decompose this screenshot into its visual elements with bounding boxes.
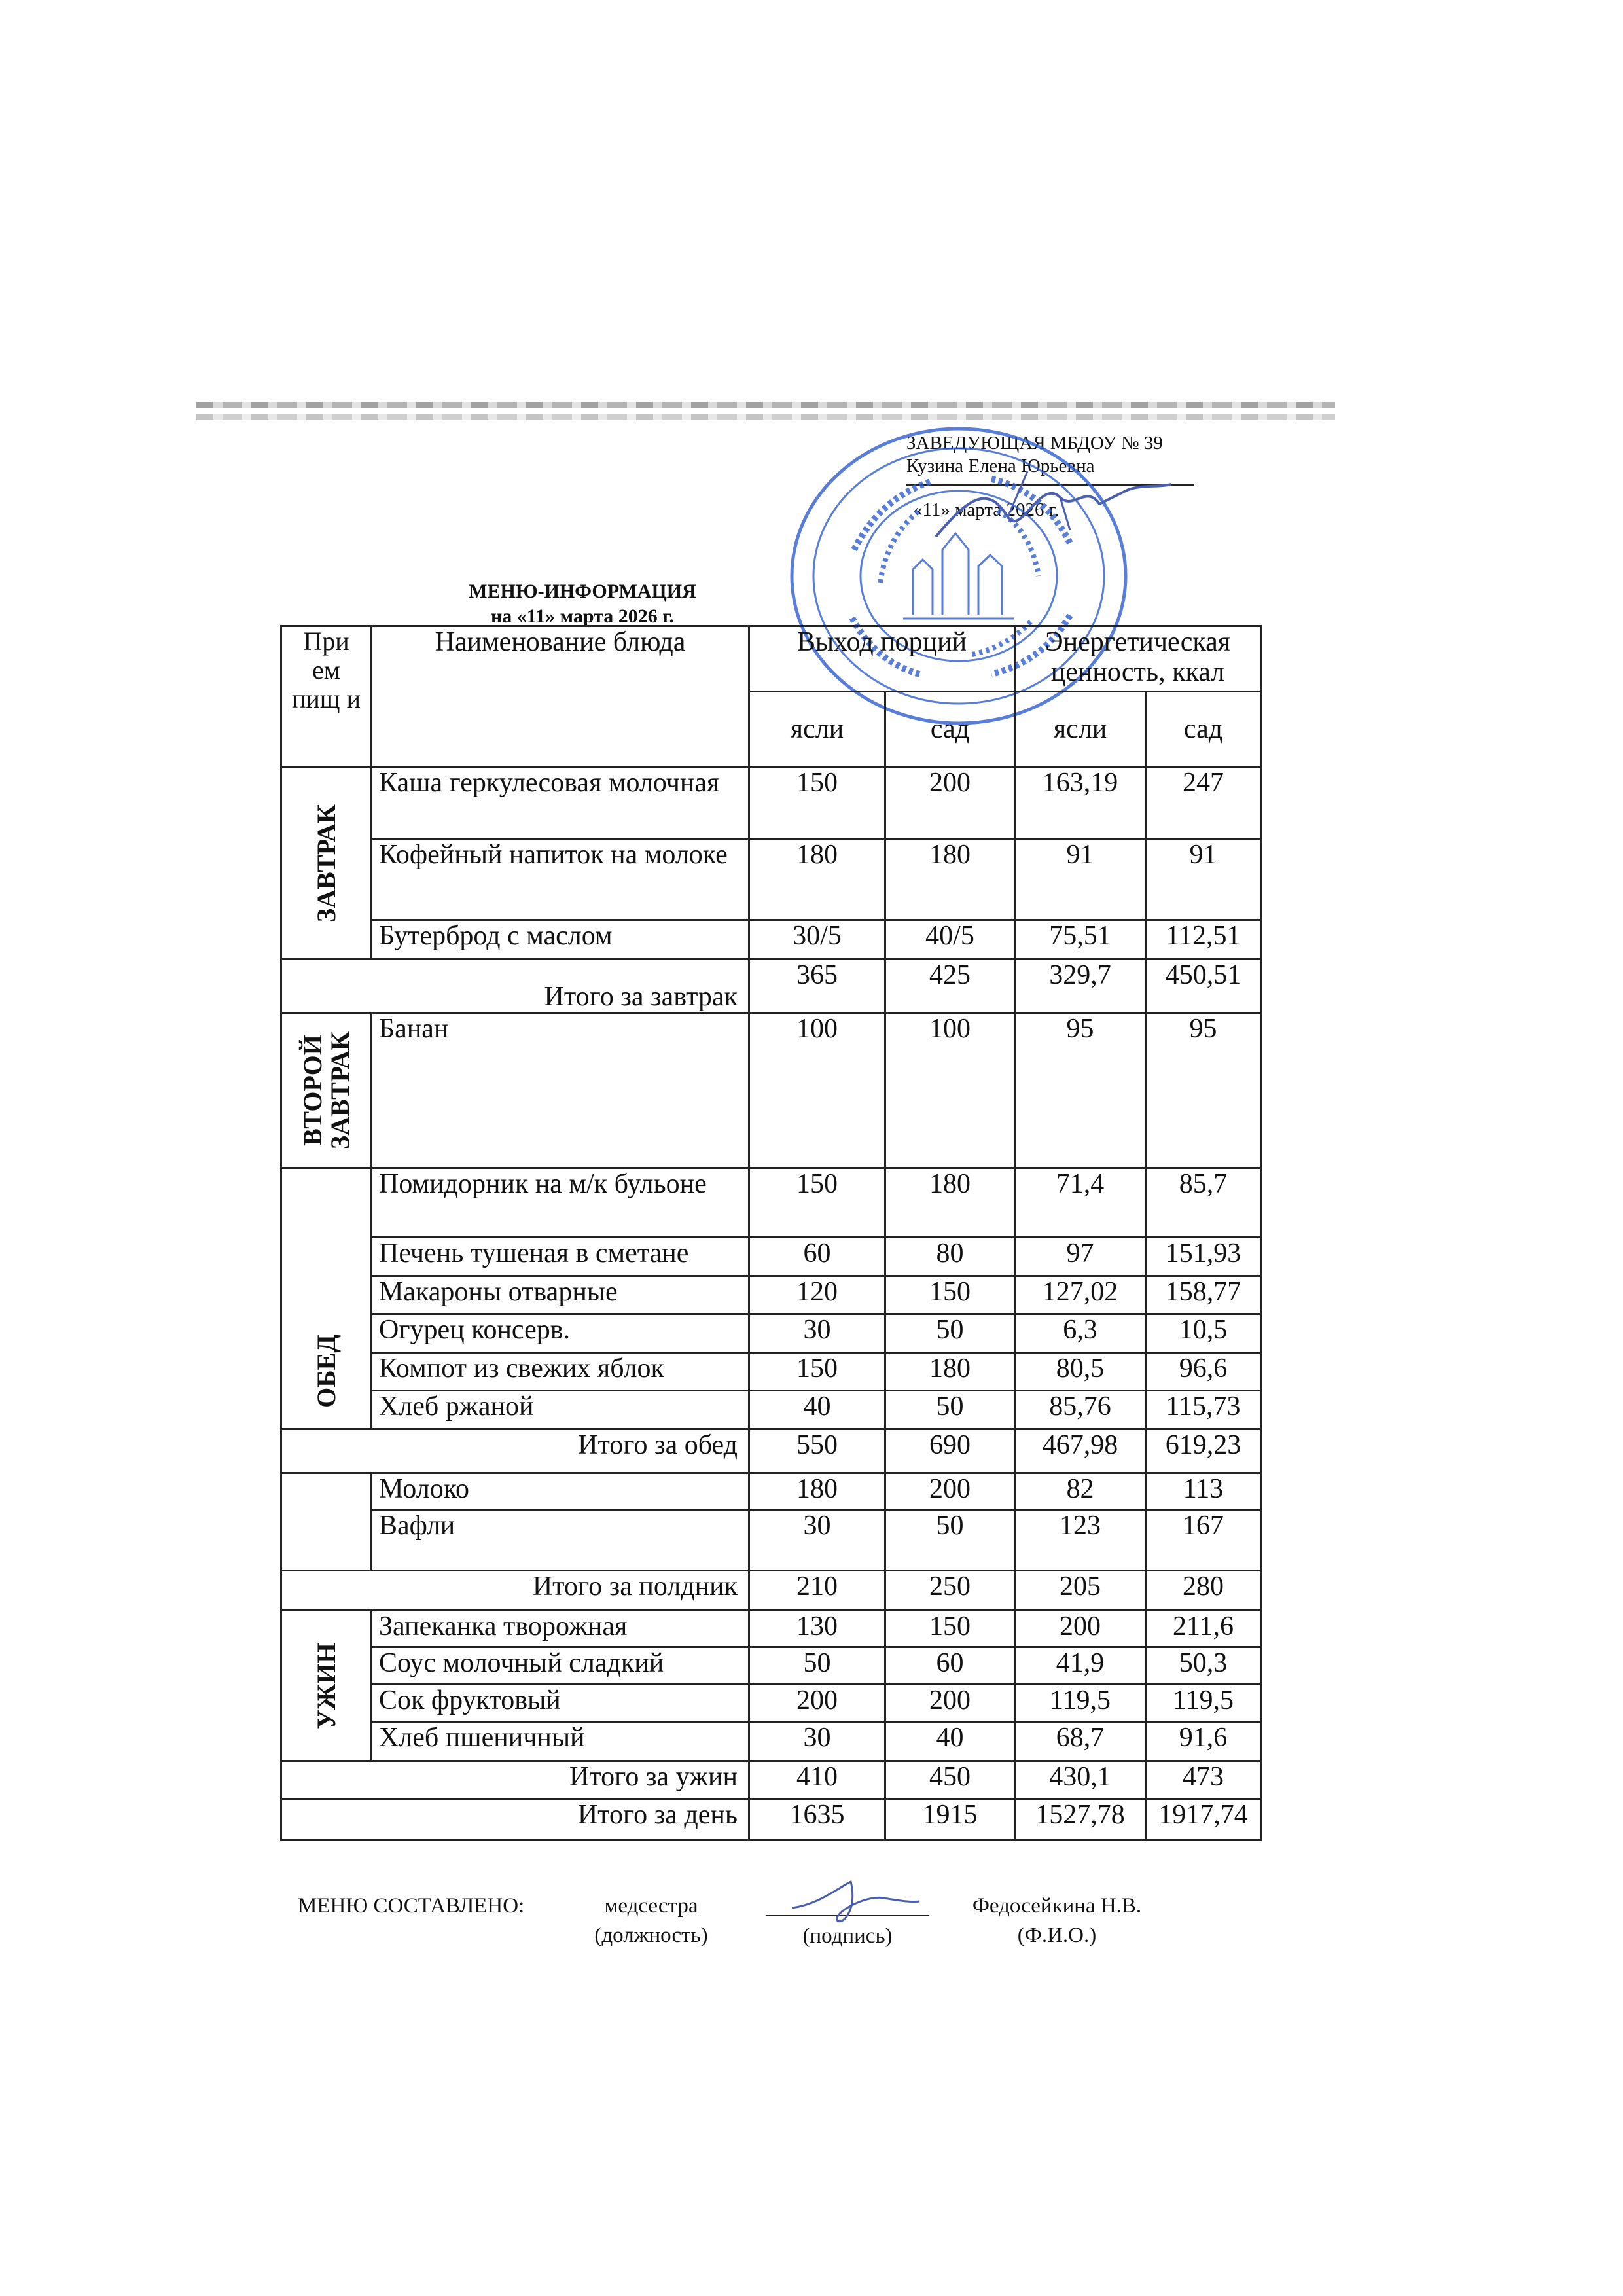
energy-nursery: 91 bbox=[1015, 839, 1146, 920]
meal-label-text: УЖИН bbox=[311, 1642, 341, 1729]
table-row bbox=[281, 1722, 1261, 1761]
menu-table bbox=[280, 625, 1262, 1841]
total-energy-nursery: 329,7 bbox=[1015, 960, 1146, 1013]
energy-kindergarten: 95 bbox=[1146, 1013, 1261, 1168]
energy-nursery: 6,3 bbox=[1015, 1314, 1146, 1353]
energy-kindergarten: 211,6 bbox=[1146, 1611, 1261, 1647]
header-sub-nursery: ясли bbox=[749, 692, 885, 767]
footer-position-block bbox=[576, 1892, 726, 1950]
header-sub-nursery: ясли bbox=[1015, 692, 1146, 767]
total-row bbox=[281, 1571, 1261, 1611]
table-row bbox=[281, 1013, 1261, 1168]
total-energy-kindergarten: 450,51 bbox=[1146, 960, 1261, 1013]
header-meal: При ем пищ и bbox=[281, 626, 372, 767]
table-row bbox=[281, 1685, 1261, 1722]
footer-signature bbox=[779, 1869, 923, 1934]
portion-nursery: 60 bbox=[749, 1238, 885, 1276]
portion-kindergarten: 200 bbox=[885, 1685, 1015, 1722]
energy-nursery: 68,7 bbox=[1015, 1722, 1146, 1761]
portion-nursery: 150 bbox=[749, 1353, 885, 1391]
table-row bbox=[281, 1611, 1261, 1647]
energy-nursery: 85,76 bbox=[1015, 1391, 1146, 1429]
total-portion-nursery: 365 bbox=[749, 960, 885, 1013]
header-energy: Энергетическая ценность, ккал bbox=[1015, 626, 1261, 692]
total-energy-kindergarten: 473 bbox=[1146, 1761, 1261, 1799]
scan-artifact bbox=[196, 414, 1335, 420]
total-portion-kindergarten: 425 bbox=[885, 960, 1015, 1013]
dish-name: Каша геркулесовая молочная bbox=[372, 767, 749, 839]
document-title bbox=[432, 579, 733, 628]
total-label: Итого за ужин bbox=[281, 1761, 749, 1799]
footer-compiled-label: МЕНЮ СОСТАВЛЕНО: bbox=[298, 1894, 525, 1918]
energy-nursery: 80,5 bbox=[1015, 1353, 1146, 1391]
energy-kindergarten: 10,5 bbox=[1146, 1314, 1261, 1353]
table-row bbox=[281, 920, 1261, 960]
portion-kindergarten: 50 bbox=[885, 1314, 1015, 1353]
header-dish: Наименование блюда bbox=[372, 626, 749, 767]
energy-kindergarten: 158,77 bbox=[1146, 1276, 1261, 1314]
portion-kindergarten: 180 bbox=[885, 1168, 1015, 1238]
portion-nursery: 180 bbox=[749, 839, 885, 920]
table-row bbox=[281, 767, 1261, 839]
dish-name: Хлеб пшеничный bbox=[372, 1722, 749, 1761]
portion-kindergarten: 100 bbox=[885, 1013, 1015, 1168]
energy-kindergarten: 167 bbox=[1146, 1510, 1261, 1571]
portion-kindergarten: 150 bbox=[885, 1611, 1015, 1647]
day-total-label: Итого за день bbox=[281, 1799, 749, 1840]
portion-nursery: 30 bbox=[749, 1510, 885, 1571]
dish-name: Хлеб ржаной bbox=[372, 1391, 749, 1429]
portion-kindergarten: 50 bbox=[885, 1510, 1015, 1571]
dish-name: Вафли bbox=[372, 1510, 749, 1571]
table-row bbox=[281, 1353, 1261, 1391]
day-total-energy-nursery: 1527,78 bbox=[1015, 1799, 1146, 1840]
dish-name: Кофейный напиток на молоке bbox=[372, 839, 749, 920]
approval-date: «11» марта 2026 г. bbox=[913, 499, 1060, 520]
header-sub-kindergarten: сад bbox=[885, 692, 1015, 767]
portion-nursery: 40 bbox=[749, 1391, 885, 1429]
table-row bbox=[281, 1473, 1261, 1510]
total-label: Итого за обед bbox=[281, 1429, 749, 1473]
day-total-portion-nursery: 1635 bbox=[749, 1799, 885, 1840]
energy-kindergarten: 85,7 bbox=[1146, 1168, 1261, 1238]
dish-name: Молоко bbox=[372, 1473, 749, 1510]
total-energy-kindergarten: 280 bbox=[1146, 1571, 1261, 1611]
meal-label-dinner bbox=[281, 1611, 372, 1761]
header-portion: Выход порций bbox=[749, 626, 1015, 692]
energy-kindergarten: 96,6 bbox=[1146, 1353, 1261, 1391]
portion-nursery: 120 bbox=[749, 1276, 885, 1314]
portion-nursery: 150 bbox=[749, 767, 885, 839]
energy-kindergarten: 151,93 bbox=[1146, 1238, 1261, 1276]
portion-nursery: 30 bbox=[749, 1314, 885, 1353]
portion-kindergarten: 150 bbox=[885, 1276, 1015, 1314]
portion-kindergarten: 50 bbox=[885, 1391, 1015, 1429]
meal-label-snack bbox=[281, 1473, 372, 1571]
approval-signature bbox=[929, 458, 1178, 556]
total-portion-nursery: 210 bbox=[749, 1571, 885, 1611]
energy-nursery: 97 bbox=[1015, 1238, 1146, 1276]
portion-nursery: 180 bbox=[749, 1473, 885, 1510]
meal-label-text: ЗАВТРАК bbox=[311, 804, 341, 922]
meal-label-second-breakfast bbox=[281, 1013, 372, 1168]
total-row bbox=[281, 1429, 1261, 1473]
portion-nursery: 30/5 bbox=[749, 920, 885, 960]
portion-kindergarten: 40/5 bbox=[885, 920, 1015, 960]
total-energy-nursery: 467,98 bbox=[1015, 1429, 1146, 1473]
day-total-row bbox=[281, 1799, 1261, 1840]
dish-name: Сок фруктовый bbox=[372, 1685, 749, 1722]
total-label: Итого за полдник bbox=[281, 1571, 749, 1611]
title-line-1: МЕНЮ-ИНФОРМАЦИЯ bbox=[469, 581, 696, 602]
energy-nursery: 127,02 bbox=[1015, 1276, 1146, 1314]
meal-label-text: ВТОРОЙ ЗАВТРАК bbox=[297, 1031, 355, 1150]
dish-name: Компот из свежих яблок bbox=[372, 1353, 749, 1391]
portion-nursery: 200 bbox=[749, 1685, 885, 1722]
energy-kindergarten: 91 bbox=[1146, 839, 1261, 920]
table-row bbox=[281, 1314, 1261, 1353]
dish-name: Соус молочный сладкий bbox=[372, 1647, 749, 1685]
total-label: Итого за завтрак bbox=[281, 960, 749, 1013]
total-portion-nursery: 550 bbox=[749, 1429, 885, 1473]
portion-nursery: 30 bbox=[749, 1722, 885, 1761]
footer-name-block bbox=[952, 1892, 1162, 1950]
energy-kindergarten: 50,3 bbox=[1146, 1647, 1261, 1685]
energy-kindergarten: 113 bbox=[1146, 1473, 1261, 1510]
energy-nursery: 119,5 bbox=[1015, 1685, 1146, 1722]
scan-artifact bbox=[196, 402, 1335, 408]
meal-label-text: ОБЕД bbox=[311, 1334, 341, 1408]
portion-kindergarten: 40 bbox=[885, 1722, 1015, 1761]
dish-name: Огурец консерв. bbox=[372, 1314, 749, 1353]
energy-kindergarten: 112,51 bbox=[1146, 920, 1261, 960]
total-row bbox=[281, 960, 1261, 1013]
approval-position: ЗАВЕДУЮЩАЯ МБДОУ № 39 bbox=[906, 433, 1163, 454]
footer-signature-caption: (подпись) bbox=[802, 1924, 893, 1948]
energy-nursery: 75,51 bbox=[1015, 920, 1146, 960]
dish-name: Банан bbox=[372, 1013, 749, 1168]
portion-kindergarten: 180 bbox=[885, 1353, 1015, 1391]
footer-name: Федосейкина Н.В. bbox=[972, 1894, 1142, 1918]
energy-kindergarten: 119,5 bbox=[1146, 1685, 1261, 1722]
energy-kindergarten: 247 bbox=[1146, 767, 1261, 839]
total-portion-nursery: 410 bbox=[749, 1761, 885, 1799]
footer-position-caption: (должность) bbox=[594, 1923, 708, 1947]
total-portion-kindergarten: 250 bbox=[885, 1571, 1015, 1611]
total-energy-nursery: 430,1 bbox=[1015, 1761, 1146, 1799]
energy-kindergarten: 115,73 bbox=[1146, 1391, 1261, 1429]
portion-nursery: 150 bbox=[749, 1168, 885, 1238]
total-row bbox=[281, 1761, 1261, 1799]
meal-label-breakfast bbox=[281, 767, 372, 960]
portion-nursery: 50 bbox=[749, 1647, 885, 1685]
total-energy-kindergarten: 619,23 bbox=[1146, 1429, 1261, 1473]
portion-kindergarten: 200 bbox=[885, 767, 1015, 839]
table-row bbox=[281, 1168, 1261, 1238]
portion-kindergarten: 200 bbox=[885, 1473, 1015, 1510]
table-row bbox=[281, 1510, 1261, 1571]
portion-nursery: 100 bbox=[749, 1013, 885, 1168]
dish-name: Макароны отварные bbox=[372, 1276, 749, 1314]
title-line-2: на «11» марта 2026 г. bbox=[491, 605, 674, 627]
day-total-portion-kindergarten: 1915 bbox=[885, 1799, 1015, 1840]
table-row bbox=[281, 1647, 1261, 1685]
day-total-energy-kindergarten: 1917,74 bbox=[1146, 1799, 1261, 1840]
dish-name: Бутерброд с маслом bbox=[372, 920, 749, 960]
footer-name-caption: (Ф.И.О.) bbox=[1017, 1923, 1097, 1947]
total-portion-kindergarten: 690 bbox=[885, 1429, 1015, 1473]
portion-kindergarten: 180 bbox=[885, 839, 1015, 920]
footer-position: медсестра bbox=[604, 1894, 698, 1918]
portion-kindergarten: 80 bbox=[885, 1238, 1015, 1276]
approval-name: Кузина Елена Юрьевна bbox=[906, 455, 1095, 476]
total-energy-nursery: 205 bbox=[1015, 1571, 1146, 1611]
meal-label-lunch bbox=[281, 1168, 372, 1429]
energy-nursery: 41,9 bbox=[1015, 1647, 1146, 1685]
energy-nursery: 200 bbox=[1015, 1611, 1146, 1647]
portion-nursery: 130 bbox=[749, 1611, 885, 1647]
energy-nursery: 163,19 bbox=[1015, 767, 1146, 839]
table-row bbox=[281, 1238, 1261, 1276]
dish-name: Печень тушеная в сметане bbox=[372, 1238, 749, 1276]
energy-nursery: 71,4 bbox=[1015, 1168, 1146, 1238]
table-row bbox=[281, 1276, 1261, 1314]
energy-nursery: 82 bbox=[1015, 1473, 1146, 1510]
energy-nursery: 123 bbox=[1015, 1510, 1146, 1571]
table-row bbox=[281, 1391, 1261, 1429]
dish-name: Помидорник на м/к бульоне bbox=[372, 1168, 749, 1238]
total-portion-kindergarten: 450 bbox=[885, 1761, 1015, 1799]
energy-nursery: 95 bbox=[1015, 1013, 1146, 1168]
table-row bbox=[281, 839, 1261, 920]
portion-kindergarten: 60 bbox=[885, 1647, 1015, 1685]
energy-kindergarten: 91,6 bbox=[1146, 1722, 1261, 1761]
header-sub-kindergarten: сад bbox=[1146, 692, 1261, 767]
dish-name: Запеканка творожная bbox=[372, 1611, 749, 1647]
